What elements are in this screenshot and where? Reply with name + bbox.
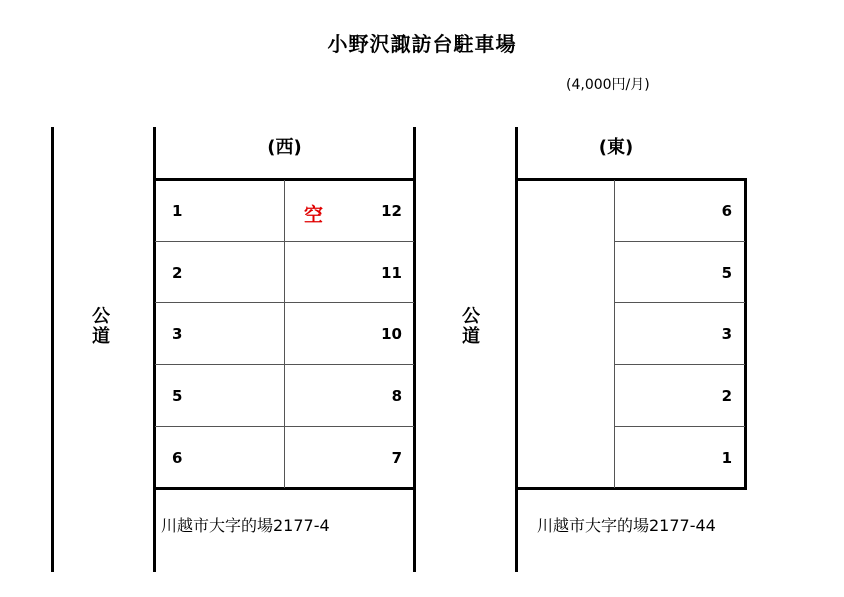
east-space-number: 1 xyxy=(721,449,732,467)
west-space-number: 2 xyxy=(172,264,183,282)
west-space-number: 5 xyxy=(172,387,183,405)
west-space-number: 7 xyxy=(391,449,402,467)
east-space-number: 3 xyxy=(721,325,732,343)
east-lot-top-border xyxy=(515,178,747,181)
east-space-number: 2 xyxy=(721,387,732,405)
west-space-number: 6 xyxy=(172,449,183,467)
page-title: 小野沢諏訪台駐車場 xyxy=(327,32,517,56)
east-row-divider xyxy=(615,302,745,303)
road-label-west: 公道 xyxy=(89,306,110,346)
east-space-number: 5 xyxy=(721,264,732,282)
west-address: 川越市大字的場2177-4 xyxy=(161,516,330,535)
east-row-divider xyxy=(615,426,745,427)
west-section-label: (西) xyxy=(267,137,302,158)
east-lot-right-border xyxy=(744,179,747,489)
west-space-number: 12 xyxy=(381,202,402,220)
west-space-number: 8 xyxy=(391,387,402,405)
west-space-number: 10 xyxy=(381,325,402,343)
east-address: 川越市大字的場2177-44 xyxy=(537,516,716,535)
west-lot-right-border xyxy=(413,127,416,572)
west-space-number: 1 xyxy=(172,202,183,220)
east-lot-bottom-border xyxy=(515,487,747,490)
east-lot-divider xyxy=(614,180,615,488)
price-label: (4,000円/月) xyxy=(566,77,650,93)
west-space-number: 3 xyxy=(172,325,183,343)
west-row-divider xyxy=(155,241,414,242)
east-row-divider xyxy=(615,241,745,242)
west-lot-center-divider xyxy=(284,180,285,488)
road-label-east: 公道 xyxy=(459,306,480,346)
east-space-number: 6 xyxy=(721,202,732,220)
west-lot-left-border xyxy=(153,127,156,572)
west-row-divider xyxy=(155,426,414,427)
east-row-divider xyxy=(615,364,745,365)
west-space-number: 11 xyxy=(381,264,402,282)
west-row-divider xyxy=(155,364,414,365)
east-lot-left-border xyxy=(515,127,518,572)
east-section-label: (東) xyxy=(598,137,634,158)
road-line-far-west xyxy=(51,127,54,572)
vacant-badge: 空 xyxy=(304,204,324,226)
west-row-divider xyxy=(155,302,414,303)
